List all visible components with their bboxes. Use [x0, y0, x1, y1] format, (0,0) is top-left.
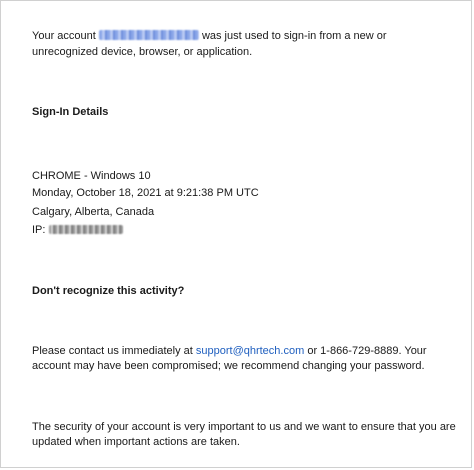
intro-line-1: [32, 28, 451, 44]
closing-line-1: The security of your account is very important to us and we want to ensure that you are: [32, 421, 456, 433]
contact-line-2: account may have been compromised; we recommend changing your password.: [32, 360, 425, 372]
intro-suffix: was just used to sign-in from a new or: [201, 30, 387, 42]
redacted-account-email[interactable]: [99, 30, 199, 40]
closing-line-2: updated when important actions are taken.: [32, 436, 240, 448]
contact-prefix: Please contact us immediately at: [32, 345, 193, 357]
contact-line-1: [32, 343, 451, 359]
contact-suffix: or 1-866-729-8889. Your: [307, 345, 427, 357]
support-email-link[interactable]: support@qhrtech.com: [195, 345, 305, 357]
redacted-ip-address: [49, 225, 123, 234]
signin-heading: Sign-In Details: [32, 106, 109, 118]
signin-datetime: Monday, October 18, 2021 at 9:21:38 PM UTC: [32, 187, 259, 199]
signin-ip-line: [32, 222, 451, 238]
signin-browser: CHROME - Windows 10: [32, 170, 151, 182]
intro-line-2: unrecognized device, browser, or application.: [32, 46, 253, 58]
signin-location: Calgary, Alberta, Canada: [32, 206, 155, 218]
intro-prefix: Your account: [32, 30, 96, 42]
question-heading: Don't recognize this activity?: [32, 285, 185, 297]
signin-ip-label: IP:: [32, 224, 46, 236]
